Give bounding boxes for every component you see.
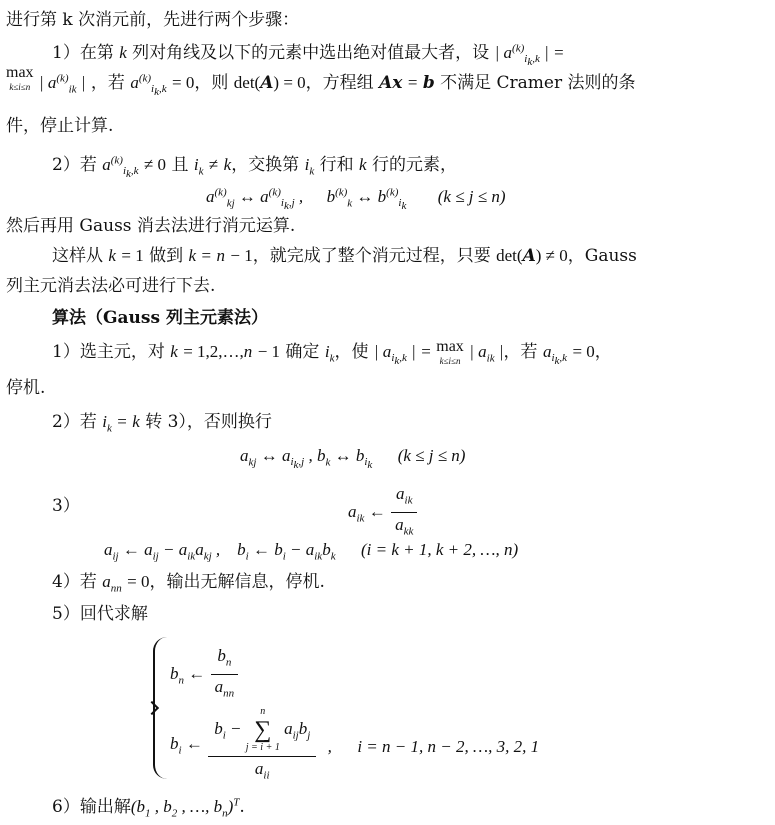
- back-sub-fraction-2: $b_i$ − n ∑ j = i + 1 $a_{ij}b_j$ $a_{ii}$: [208, 706, 316, 787]
- swap-b-expr: $b^{(k)}_k$ ↔ $b^{(k)}_{i_k}$: [326, 186, 407, 213]
- multiplier-formula: [348, 482, 417, 544]
- summary-text-2: 列主元消去法必可进行下去.: [6, 276, 216, 296]
- back-sub-lhs-1: $b_n$ ←: [170, 664, 206, 687]
- swap-a-expr: $a^{(k)}_{kj}$ ↔ $a^{(k)}_{i_k,j}$ ,: [206, 186, 304, 213]
- summary-line-2: [6, 274, 215, 298]
- algo-swap-formula: [240, 444, 465, 478]
- intro-line: [6, 8, 299, 32]
- summary-text-1: 这样从 k = 1 做到 k = n − 1，就完成了整个消元过程，只要 det(A) ≠ 0，Gauss: [52, 246, 637, 266]
- algo-step4-text: 4）若 $a_{nn} = 0$，输出无解信息，停机.: [52, 572, 325, 595]
- gauss-line: [6, 214, 295, 238]
- algo-step1-line: [52, 340, 612, 374]
- algo-step1-text: 1）选主元，对 k = 1,2,…,n − 1 确定 $i_k$，使 | $a_{i_k,k}$ | =: [52, 342, 431, 368]
- algorithm-title-text: 算法（Gauss 列主元素法）: [52, 308, 268, 328]
- summary-line-1: [52, 244, 637, 268]
- back-sub-range: i = n − 1, n − 2, …, 3, 2, 1: [357, 736, 540, 756]
- algorithm-title: [52, 306, 268, 330]
- multiplier-lhs: $a_{ik}$ ←: [348, 502, 386, 525]
- algo-step1-tail: | $a_{ik}$ |，若 $a_{i_k,k} = 0$，: [469, 342, 612, 368]
- gauss-text: 然后再用 Gauss 消去法进行消元运算.: [6, 216, 296, 236]
- algo-step2-text: 2）若 $i_k = k$ 转 3），否则换行: [52, 412, 272, 435]
- step2-text: 2）若 $a^{(k)}_{i_k,k} \ne 0$ 且 $i_k \ne k$，交换第 $i_k$ 行和 k 行的元素，: [52, 154, 457, 181]
- algo-step4-line: [52, 570, 325, 600]
- max-operator: max k≤i≤n: [6, 64, 34, 92]
- algo-step5-line: [52, 602, 148, 626]
- back-substitution-brace: [153, 637, 169, 779]
- step1-if: ，若 $a^{(k)}_{i_k,k} = 0$，则 det(A) = 0，方程组 Ax = b 不满足 Cramer 法则的条: [90, 72, 636, 99]
- multiplier-fraction: $\frac{a_{ik}}{a_{kk}}$: [391, 482, 417, 544]
- back-sub-lhs-2: $b_i$ ←: [170, 733, 203, 756]
- back-sub-fraction-1: $\frac{b_n}{a_{nn}}$: [211, 644, 239, 706]
- step1-line-3: [6, 114, 113, 138]
- algo-step3-label-text: 3）: [52, 496, 80, 516]
- algo-step6-line: [52, 790, 245, 825]
- step1-stop: 件，停止计算.: [6, 116, 114, 136]
- back-sub-formula-1: [170, 644, 238, 706]
- algo-step1-stop: 停机.: [6, 378, 46, 398]
- back-sub-formula-2: $b_i$ ← $b_i$ − n ∑ j = i + 1 $a_{ij}b_j$ $a_{ii}$ , i = n − 1, n − 2, …, 3, 2, 1: [170, 706, 539, 787]
- algo-step1-stop-line: [6, 376, 45, 400]
- algo-swap-expr: $a_{kj}$ ↔ $a_{i_k,j}$ , $b_k$ ↔ $b_{i_k}$: [240, 446, 373, 472]
- elimination-formula: [104, 538, 518, 568]
- algo-max-operator: max k≤i≤n: [436, 338, 464, 366]
- algo-step3-label: [52, 494, 80, 518]
- elimination-expr: $a_{ij}$ ← $a_{ij} - a_{ik}a_{kj}$ , $b_i$ ← $b_i - a_{ik}b_k$: [104, 540, 336, 563]
- intro-text: 进行第 k 次消元前，先进行两个步骤：: [6, 10, 300, 30]
- algo-step5-text: 5）回代求解: [52, 604, 148, 624]
- summation-symbol: n ∑ j = i + 1: [245, 706, 280, 753]
- step1-line-2: [6, 66, 636, 104]
- max-abs-expr: | $a^{(k)}_{ik}$ |: [38, 72, 86, 96]
- step1-text-a: 1）在第 k 列对角线及以下的元素中选出绝对值最大者，设: [52, 42, 490, 63]
- algo-swap-range: (k ≤ j ≤ n): [397, 446, 466, 465]
- swap-range: (k ≤ j ≤ n): [437, 186, 506, 206]
- pivot-abs-expr: | $a^{(k)}_{i_k,k}$ | =: [494, 42, 565, 69]
- algo-step2-line: [52, 410, 272, 440]
- swap-formula-1: [206, 180, 506, 218]
- elimination-range: (i = k + 1, k + 2, …, n): [361, 540, 519, 559]
- algo-step6-text: 6）输出解($b_1$ , $b_2$ , …, $b_n)^T$.: [52, 796, 245, 820]
